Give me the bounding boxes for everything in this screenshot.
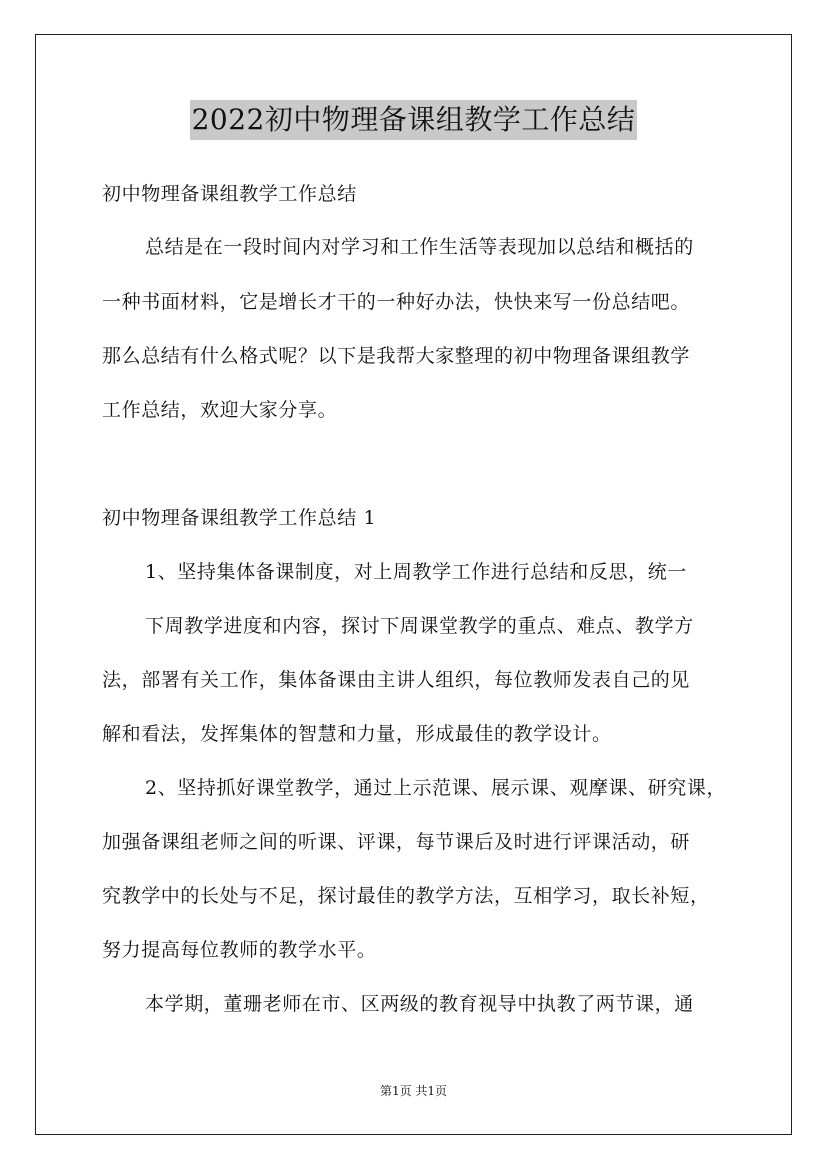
section-heading: 初中物理备课组教学工作总结 1 — [102, 507, 377, 529]
page-number: 第1页 共1页 — [379, 1084, 448, 1098]
section-heading: 初中物理备课组教学工作总结 — [102, 183, 357, 205]
paragraph-line: 究教学中的长处与不足，探讨最佳的教学方法，互相学习，取长补短， — [102, 885, 710, 907]
title-container — [0, 100, 827, 140]
intro-line: 一种书面材料，它是增长才干的一种好办法，快快来写一份总结吧。 — [102, 291, 691, 313]
intro-line: 工作总结，欢迎大家分享。 — [102, 399, 338, 421]
paragraph-line: 下周教学进度和内容，探讨下周课堂教学的重点、难点、教学方 — [145, 615, 694, 637]
document-title: 2022初中物理备课组教学工作总结 — [190, 100, 638, 140]
paragraph-line: 解和看法，发挥集体的智慧和力量，形成最佳的教学设计。 — [102, 723, 612, 745]
paragraph-line: 法，部署有关工作，集体备课由主讲人组织，每位教师发表自己的见 — [102, 669, 691, 691]
paragraph-line: 2、坚持抓好课堂教学，通过上示范课、展示课、观摩课、研究课， — [145, 777, 727, 799]
paragraph-line: 努力提高每位教师的教学水平。 — [102, 939, 377, 961]
paragraph-line: 加强备课组老师之间的听课、评课，每节课后及时进行评课活动，研 — [102, 831, 691, 853]
paragraph-line: 1、坚持集体备课制度，对上周教学工作进行总结和反思，统一 — [145, 561, 687, 583]
paragraph-line: 本学期，董珊老师在市、区两级的教育视导中执教了两节课，通 — [145, 993, 694, 1015]
intro-line: 总结是在一段时间内对学习和工作生活等表现加以总结和概括的 — [145, 236, 694, 258]
intro-line: 那么总结有什么格式呢？以下是我帮大家整理的初中物理备课组教学 — [102, 345, 691, 367]
